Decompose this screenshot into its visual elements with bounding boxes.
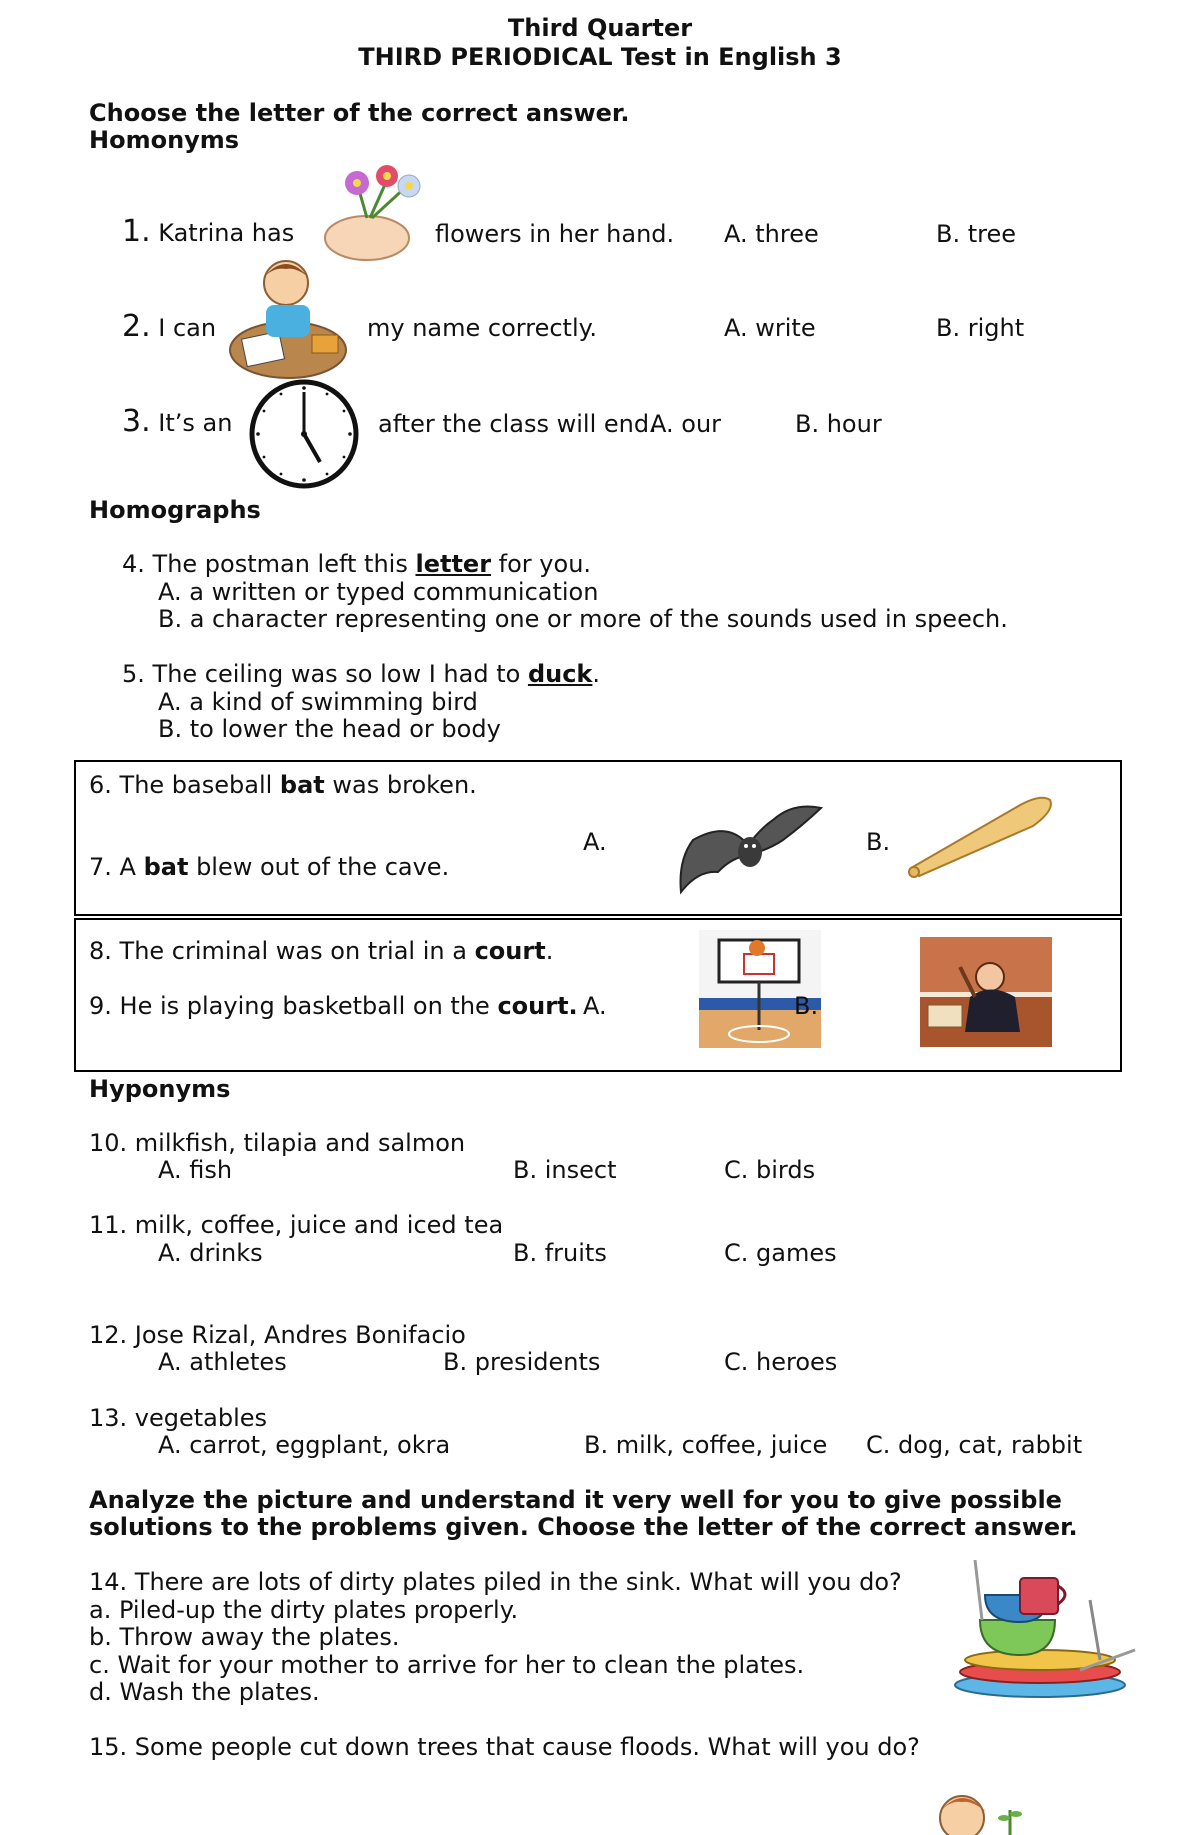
- q15-question: 15. Some people cut down trees that cause floods. What will you do?: [89, 1733, 920, 1761]
- q3-after: after the class will end.: [378, 410, 657, 438]
- q2-before: I can: [158, 314, 217, 342]
- basketball-court-image: [699, 930, 821, 1048]
- q8-question: [89, 937, 553, 965]
- q3-number: 3.: [122, 404, 151, 439]
- q8-pre: 8. The criminal was on trial in a: [89, 937, 475, 965]
- quarter-title: Third Quarter: [507, 14, 693, 42]
- q5-option-a: A. a kind of swimming bird: [158, 688, 478, 716]
- q3-before: It’s an: [158, 409, 233, 437]
- q14-option-a: a. Piled-up the dirty plates properly.: [89, 1596, 519, 1624]
- q7-question: [89, 853, 449, 881]
- q5-word: duck: [527, 660, 593, 688]
- q1-before: Katrina has: [158, 219, 295, 247]
- q1-prompt: [122, 214, 294, 249]
- analyze-instruction-line1: Analyze the picture and understand it very well for you to give possible: [89, 1486, 1062, 1514]
- q4-word: letter: [415, 550, 492, 578]
- bat-option-b-label: B.: [866, 828, 891, 856]
- q13-option-b: B. milk, coffee, juice: [584, 1431, 828, 1459]
- q11-option-a: A. drinks: [158, 1239, 263, 1267]
- q5-question: [122, 660, 600, 688]
- q9-word: court.: [497, 992, 578, 1020]
- q5-post: .: [592, 660, 601, 688]
- q4-option-a: A. a written or typed communication: [158, 578, 599, 606]
- q5-pre: 5. The ceiling was so low I had to: [122, 660, 528, 688]
- q7-word: bat: [143, 853, 189, 881]
- q14-question: 14. There are lots of dirty plates piled in the sink. What will you do?: [89, 1568, 902, 1596]
- q10-option-a: A. fish: [158, 1156, 233, 1184]
- q6-word: bat: [279, 771, 325, 799]
- q12-question: 12. Jose Rizal, Andres Bonifacio: [89, 1321, 466, 1349]
- q2-number: 2.: [122, 309, 151, 344]
- q1-option-b: B. tree: [936, 220, 1017, 248]
- flying-bat-image: [673, 800, 823, 895]
- q1-after: flowers in her hand.: [435, 220, 675, 248]
- q6-pre: 6. The baseball: [89, 771, 280, 799]
- q4-post: for you.: [491, 550, 592, 578]
- boy-with-plant-image: [920, 1778, 1030, 1835]
- dirty-plates-image: [940, 1560, 1140, 1700]
- q3-prompt: [122, 404, 232, 439]
- flowers-in-hand-image: [312, 158, 432, 268]
- q3-option-a: A. our: [650, 410, 722, 438]
- q11-question: 11. milk, coffee, juice and iced tea: [89, 1211, 504, 1239]
- baseball-bat-image: [905, 788, 1055, 878]
- hyponyms-heading: Hyponyms: [89, 1075, 231, 1103]
- q4-pre: 4. The postman left this: [122, 550, 416, 578]
- q8-post: .: [545, 937, 554, 965]
- clock-image: [248, 378, 360, 490]
- q4-question: [122, 550, 591, 578]
- q9-question: [89, 992, 578, 1020]
- q10-option-b: B. insect: [513, 1156, 617, 1184]
- q6-question: [89, 771, 477, 799]
- q10-question: 10. milkfish, tilapia and salmon: [89, 1129, 466, 1157]
- q9-pre: 9. He is playing basketball on the: [89, 992, 498, 1020]
- q4-option-b: B. a character representing one or more of the sounds used in speech.: [158, 605, 1008, 633]
- analyze-instruction-line2: solutions to the problems given. Choose the letter of the correct answer.: [89, 1513, 1078, 1541]
- q1-number: 1.: [122, 214, 151, 249]
- q8-word: court: [474, 937, 546, 965]
- q11-option-b: B. fruits: [513, 1239, 607, 1267]
- q13-option-a: A. carrot, eggplant, okra: [158, 1431, 451, 1459]
- q13-question: 13. vegetables: [89, 1404, 268, 1432]
- q14-option-b: b. Throw away the plates.: [89, 1623, 400, 1651]
- q14-option-c: c. Wait for your mother to arrive for her to clean the plates.: [89, 1651, 805, 1679]
- q12-option-c: C. heroes: [724, 1348, 838, 1376]
- bat-option-a-label: A.: [583, 828, 607, 856]
- q1-option-a: A. three: [724, 220, 819, 248]
- q2-prompt: [122, 309, 216, 344]
- q6-post: was broken.: [324, 771, 477, 799]
- q11-option-c: C. games: [724, 1239, 837, 1267]
- q14-option-d: d. Wash the plates.: [89, 1678, 320, 1706]
- q2-option-b: B. right: [936, 314, 1025, 342]
- homographs-heading: Homographs: [89, 496, 261, 524]
- q5-option-b: B. to lower the head or body: [158, 715, 501, 743]
- q2-option-a: A. write: [724, 314, 816, 342]
- q3-option-b: B. hour: [795, 410, 882, 438]
- q12-option-b: B. presidents: [443, 1348, 601, 1376]
- test-title: THIRD PERIODICAL Test in English 3: [358, 43, 842, 71]
- court-option-b-label: B.: [794, 992, 819, 1020]
- homonyms-heading: Homonyms: [89, 126, 240, 154]
- main-instruction: Choose the letter of the correct answer.: [89, 99, 630, 127]
- boy-writing-image: [226, 255, 356, 380]
- q7-post: blew out of the cave.: [188, 853, 450, 881]
- q2-after: my name correctly.: [367, 314, 598, 342]
- court-option-a-label: A.: [583, 992, 607, 1020]
- courtroom-judge-image: [920, 937, 1052, 1047]
- q7-pre: 7. A: [89, 853, 144, 881]
- q12-option-a: A. athletes: [158, 1348, 287, 1376]
- q10-option-c: C. birds: [724, 1156, 816, 1184]
- q13-option-c: C. dog, cat, rabbit: [866, 1431, 1083, 1459]
